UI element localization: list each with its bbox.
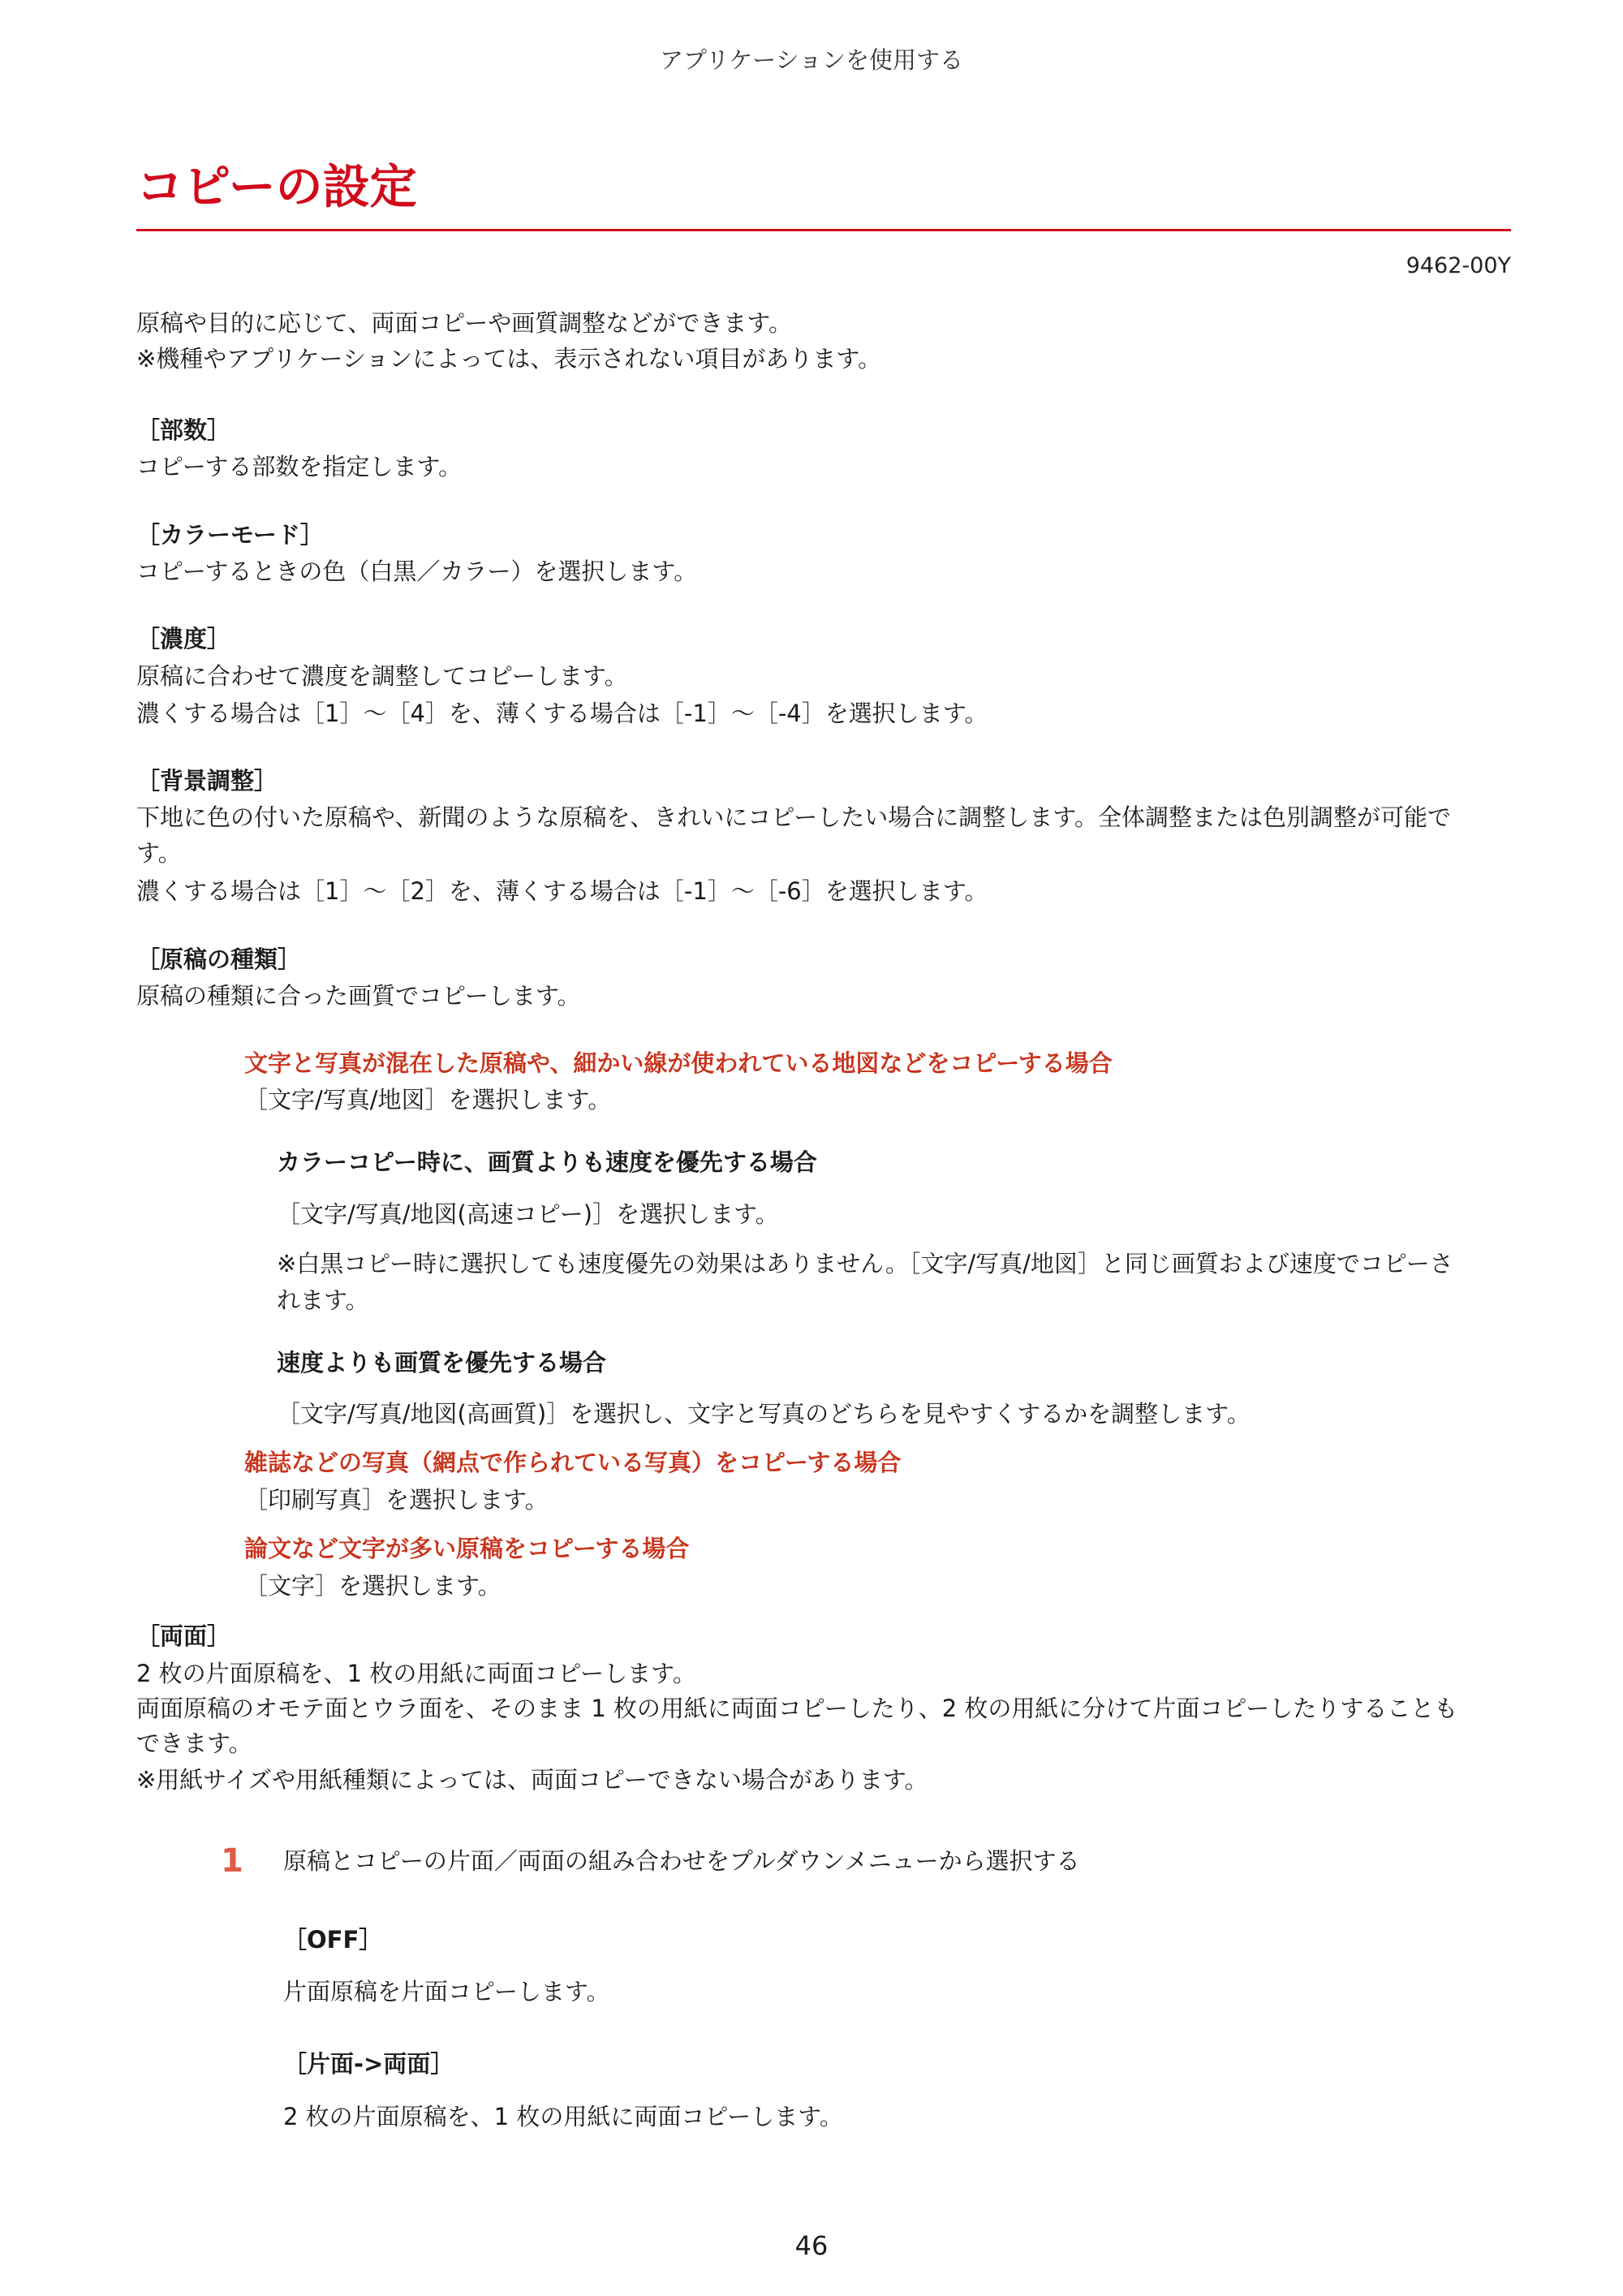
sub-quality-priority-text: ［文字/写真/地図(高画質)］を選択し、文字と写真のどちらを見やすくするかを調整します。	[277, 1400, 1251, 1428]
case-text-heavy-heading: 論文など文字が多い原稿をコピーする場合	[244, 1535, 690, 1562]
duplex-line-1: 2 枚の片面原稿を、1 枚の用紙に両面コピーします。	[136, 1660, 696, 1687]
option-1to2-label: ［片面->両面］	[283, 2050, 454, 2078]
duplex-line-4: ※用紙サイズや用紙種類によっては、両面コピーできない場合があります。	[136, 1766, 928, 1794]
sub-speed-priority-heading: カラーコピー時に、画質よりも速度を優先する場合	[277, 1148, 817, 1176]
running-header: アプリケーションを使用する	[659, 46, 964, 74]
sub-quality-priority-heading: 速度よりも画質を優先する場合	[277, 1349, 607, 1376]
case-printed-photo-heading: 雑誌などの写真（網点で作られている写真）をコピーする場合	[244, 1449, 902, 1476]
copies-heading: ［部数］	[136, 416, 231, 444]
background-heading: ［背景調整］	[136, 767, 278, 795]
page-number: 46	[794, 2230, 829, 2261]
intro-line-1: 原稿や目的に応じて、両面コピーや画質調整などができます。	[136, 309, 792, 337]
case-printed-photo-text: ［印刷写真］を選択します。	[244, 1486, 549, 1514]
page-title: コピーの設定	[136, 159, 417, 214]
option-off-text: 片面原稿を片面コピーします。	[283, 1978, 610, 2005]
original-type-text: 原稿の種類に合った画質でコピーします。	[136, 982, 581, 1010]
copies-text: コピーする部数を指定します。	[136, 453, 463, 480]
sub-speed-priority-note-2: れます。	[277, 1286, 369, 1314]
case-text-photo-map-text: ［文字/写真/地図］を選択します。	[244, 1086, 612, 1114]
background-line-2: す。	[136, 839, 182, 867]
background-line-3: 濃くする場合は［1］～［2］を、薄くする場合は［-1］～［-6］を選択します。	[136, 877, 988, 905]
color-mode-heading: ［カラーモード］	[136, 521, 324, 549]
step-number: 1	[221, 1842, 243, 1880]
case-text-heavy-text: ［文字］を選択します。	[244, 1572, 502, 1600]
duplex-line-3: できます。	[136, 1730, 252, 1757]
title-rule	[136, 229, 1511, 231]
duplex-line-2: 両面原稿のオモテ面とウラ面を、そのまま 1 枚の用紙に両面コピーしたり、2 枚の用紙に分けて片面コピーしたりすることも	[136, 1695, 1458, 1722]
option-1to2-text: 2 枚の片面原稿を、1 枚の用紙に両面コピーします。	[283, 2103, 843, 2130]
density-heading: ［濃度］	[136, 625, 231, 653]
intro-line-2: ※機種やアプリケーションによっては、表示されない項目があります。	[136, 345, 882, 373]
original-type-heading: ［原稿の種類］	[136, 946, 302, 973]
document-id: 9462-00Y	[1406, 253, 1511, 278]
sub-speed-priority-note-1: ※白黒コピー時に選択しても速度優先の効果はありません。［文字/写真/地図］と同じ画質および速度でコピーさ	[277, 1250, 1453, 1277]
density-line-2: 濃くする場合は［1］～［4］を、薄くする場合は［-1］～［-4］を選択します。	[136, 700, 988, 727]
step-text: 原稿とコピーの片面／両面の組み合わせをプルダウンメニューから選択する	[283, 1847, 1080, 1875]
option-off-label: ［OFF］	[283, 1926, 383, 1954]
duplex-heading: ［両面］	[136, 1622, 231, 1650]
density-line-1: 原稿に合わせて濃度を調整してコピーします。	[136, 662, 628, 690]
background-line-1: 下地に色の付いた原稿や、新聞のような原稿を、きれいにコピーしたい場合に調整します。全体調整または色別調整が可能で	[136, 803, 1451, 831]
sub-speed-priority-text: ［文字/写真/地図(高速コピー)］を選択します。	[277, 1200, 779, 1228]
color-mode-text: コピーするときの色（白黒／カラー）を選択します。	[136, 558, 698, 585]
case-text-photo-map-heading: 文字と写真が混在した原稿や、細かい線が使われている地図などをコピーする場合	[244, 1049, 1113, 1077]
